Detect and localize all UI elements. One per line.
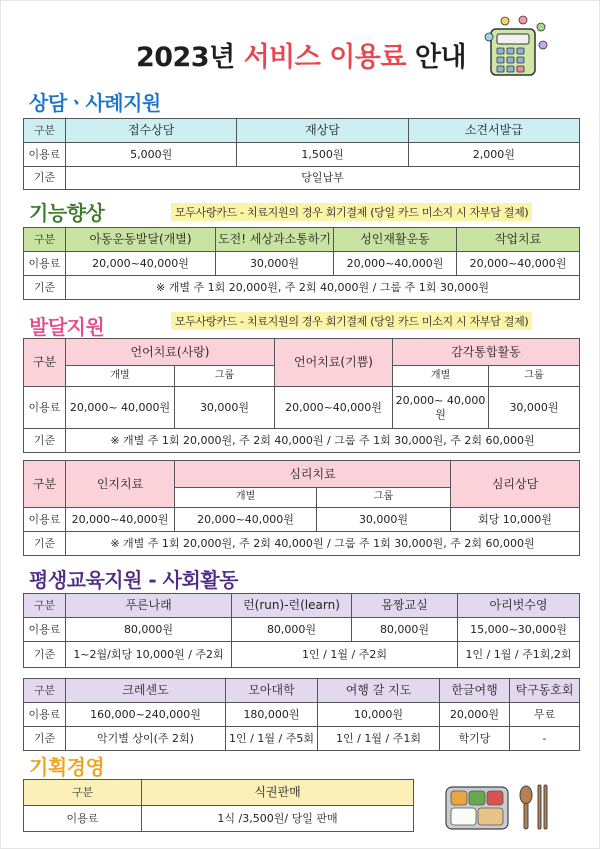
fee-pureunnarae: 80,000원 <box>66 618 232 642</box>
row-label-basis: 기준 <box>24 429 66 453</box>
lifelong-table-1 <box>23 593 580 668</box>
fee-psych-individual: 20,000~40,000원 <box>175 508 317 532</box>
title-highlight: 서비스 이용료 <box>243 42 406 73</box>
row-label-category: 구분 <box>24 594 66 618</box>
fee-crescendo: 160,000~240,000원 <box>66 703 226 727</box>
col-moa-college: 모아대학 <box>226 679 318 703</box>
fee-fitness-class: 80,000원 <box>352 618 458 642</box>
row-label-fee: 이용료 <box>24 703 66 727</box>
col-crescendo: 크레센도 <box>66 679 226 703</box>
row-label-fee: 이용료 <box>24 618 66 642</box>
row-label-basis: 기준 <box>24 532 66 556</box>
row-label-category: 구분 <box>24 119 66 143</box>
sub-group: 그룹 <box>175 366 275 387</box>
sub-individual: 개별 <box>66 366 175 387</box>
sub-individual: 개별 <box>175 488 317 508</box>
fee-moa-college: 180,000원 <box>226 703 318 727</box>
fee-hangul-trip: 20,000원 <box>440 703 510 727</box>
section-title-planning: 기획경영 <box>29 755 105 779</box>
fee-run-learn: 80,000원 <box>232 618 352 642</box>
row-label-category: 구분 <box>24 461 66 508</box>
section-title-lifelong: 평생교육지원 - 사회활동 <box>29 568 238 592</box>
col-occupational: 작업치료 <box>457 228 580 252</box>
col-table-tennis: 탁구동호회 <box>510 679 580 703</box>
basis-pureunnarae: 1~2월/회당 10,000원 / 주2회 <box>66 642 232 668</box>
fee-travel-map: 10,000원 <box>318 703 440 727</box>
col-run-learn: 런(run)-런(learn) <box>232 594 352 618</box>
col-challenge: 도전! 세상과소통하기 <box>216 228 334 252</box>
basis-moa-college: 1인 / 1월 / 주5회 <box>226 727 318 751</box>
note-function: 모두사랑카드 - 치료지원의 경우 회기결제 (당일 카드 미소지 시 자부담 결제) <box>171 203 532 221</box>
lifelong-table-2 <box>23 678 580 751</box>
row-label-fee: 이용료 <box>24 387 66 429</box>
section-title-development: 발달지원 <box>29 315 105 339</box>
row-label-category: 구분 <box>24 679 66 703</box>
row-label-fee: 이용료 <box>24 508 66 532</box>
function-table <box>23 227 580 300</box>
fee-recounsel: 1,500원 <box>237 143 408 167</box>
basis-hangul-trip: 학기당 <box>440 727 510 751</box>
planning-table <box>23 779 414 832</box>
col-travel-map: 여행 갈 지도 <box>318 679 440 703</box>
row-label-category: 구분 <box>24 228 66 252</box>
fee-report: 2,000원 <box>408 143 579 167</box>
counseling-table <box>23 118 580 190</box>
fee-psych-counseling: 회당 10,000원 <box>451 508 580 532</box>
col-sensory: 감각통합활동 <box>393 339 580 366</box>
fee-intake: 5,000원 <box>66 143 237 167</box>
fee-child-motor: 20,000~40,000원 <box>66 252 216 276</box>
meal-tray-icon <box>444 781 554 833</box>
col-adult-rehab: 성인재활운동 <box>334 228 457 252</box>
fee-speech-love-group: 30,000원 <box>175 387 275 429</box>
row-label-category: 구분 <box>24 780 142 806</box>
sub-group: 그룹 <box>489 366 580 387</box>
basis-function: ※ 개별 주 1회 20,000원, 주 2회 40,000원 / 그룹 주 1회 30,000원 <box>66 276 580 300</box>
row-label-fee: 이용료 <box>24 806 142 832</box>
basis-counseling: 당일납부 <box>66 167 580 190</box>
basis-development-1: ※ 개별 주 1회 20,000원, 주 2회 40,000원 / 그룹 주 1회 30,000원, 주 2회 60,000원 <box>66 429 580 453</box>
fee-table-tennis: 무료 <box>510 703 580 727</box>
col-speech-joy: 언어치료(기쁨) <box>275 339 393 387</box>
fee-cognitive: 20,000~40,000원 <box>66 508 175 532</box>
fee-swimming: 15,000~30,000원 <box>458 618 580 642</box>
col-meal-ticket: 식권판매 <box>142 780 414 806</box>
row-label-fee: 이용료 <box>24 143 66 167</box>
fee-occupational: 20,000~40,000원 <box>457 252 580 276</box>
row-label-basis: 기준 <box>24 167 66 190</box>
col-cognitive: 인지치료 <box>66 461 175 508</box>
basis-travel-map: 1인 / 1월 / 주1회 <box>318 727 440 751</box>
col-recounsel: 재상담 <box>237 119 408 143</box>
col-report: 소견서발급 <box>408 119 579 143</box>
basis-crescendo: 악기별 상이(주 2회) <box>66 727 226 751</box>
fee-speech-love-individual: 20,000~ 40,000원 <box>66 387 175 429</box>
col-hangul-trip: 한글여행 <box>440 679 510 703</box>
calculator-icon <box>483 15 549 77</box>
row-label-basis: 기준 <box>24 727 66 751</box>
section-title-counseling: 상담ㆍ사례지원 <box>29 91 161 115</box>
fee-challenge: 30,000원 <box>216 252 334 276</box>
fee-speech-joy: 20,000~40,000원 <box>275 387 393 429</box>
sub-group: 그룹 <box>317 488 451 508</box>
title-year: 2023년 <box>135 42 235 73</box>
row-label-category: 구분 <box>24 339 66 387</box>
development-table-2 <box>23 460 580 556</box>
development-table-1 <box>23 338 580 453</box>
basis-run-fitness: 1인 / 1월 / 주2회 <box>232 642 458 668</box>
col-psychotherapy: 심리치료 <box>175 461 451 488</box>
basis-swimming: 1인 / 1월 / 주1회,2회 <box>458 642 580 668</box>
col-psych-counseling: 심리상담 <box>451 461 580 508</box>
note-development: 모두사랑카드 - 치료지원의 경우 회기결제 (당일 카드 미소지 시 자부담 결제) <box>171 312 532 330</box>
col-child-motor: 아동운동발달(개별) <box>66 228 216 252</box>
fee-sensory-individual: 20,000~ 40,000원 <box>393 387 489 429</box>
col-fitness-class: 몸짱교실 <box>352 594 458 618</box>
row-label-fee: 이용료 <box>24 252 66 276</box>
fee-adult-rehab: 20,000~40,000원 <box>334 252 457 276</box>
col-pureunnarae: 푸른나래 <box>66 594 232 618</box>
col-speech-love: 언어치료(사랑) <box>66 339 275 366</box>
col-intake: 접수상담 <box>66 119 237 143</box>
fee-meal-ticket: 1식 /3,500원/ 당일 판매 <box>142 806 414 832</box>
title-suffix: 안내 <box>414 42 467 73</box>
basis-table-tennis: - <box>510 727 580 751</box>
col-swimming: 아리벗수영 <box>458 594 580 618</box>
row-label-basis: 기준 <box>24 642 66 668</box>
row-label-basis: 기준 <box>24 276 66 300</box>
sub-individual: 개별 <box>393 366 489 387</box>
basis-development-2: ※ 개별 주 1회 20,000원, 주 2회 40,000원 / 그룹 주 1회 30,000원, 주 2회 60,000원 <box>66 532 580 556</box>
section-title-function: 기능향상 <box>29 201 105 225</box>
fee-psych-group: 30,000원 <box>317 508 451 532</box>
fee-sensory-group: 30,000원 <box>489 387 580 429</box>
